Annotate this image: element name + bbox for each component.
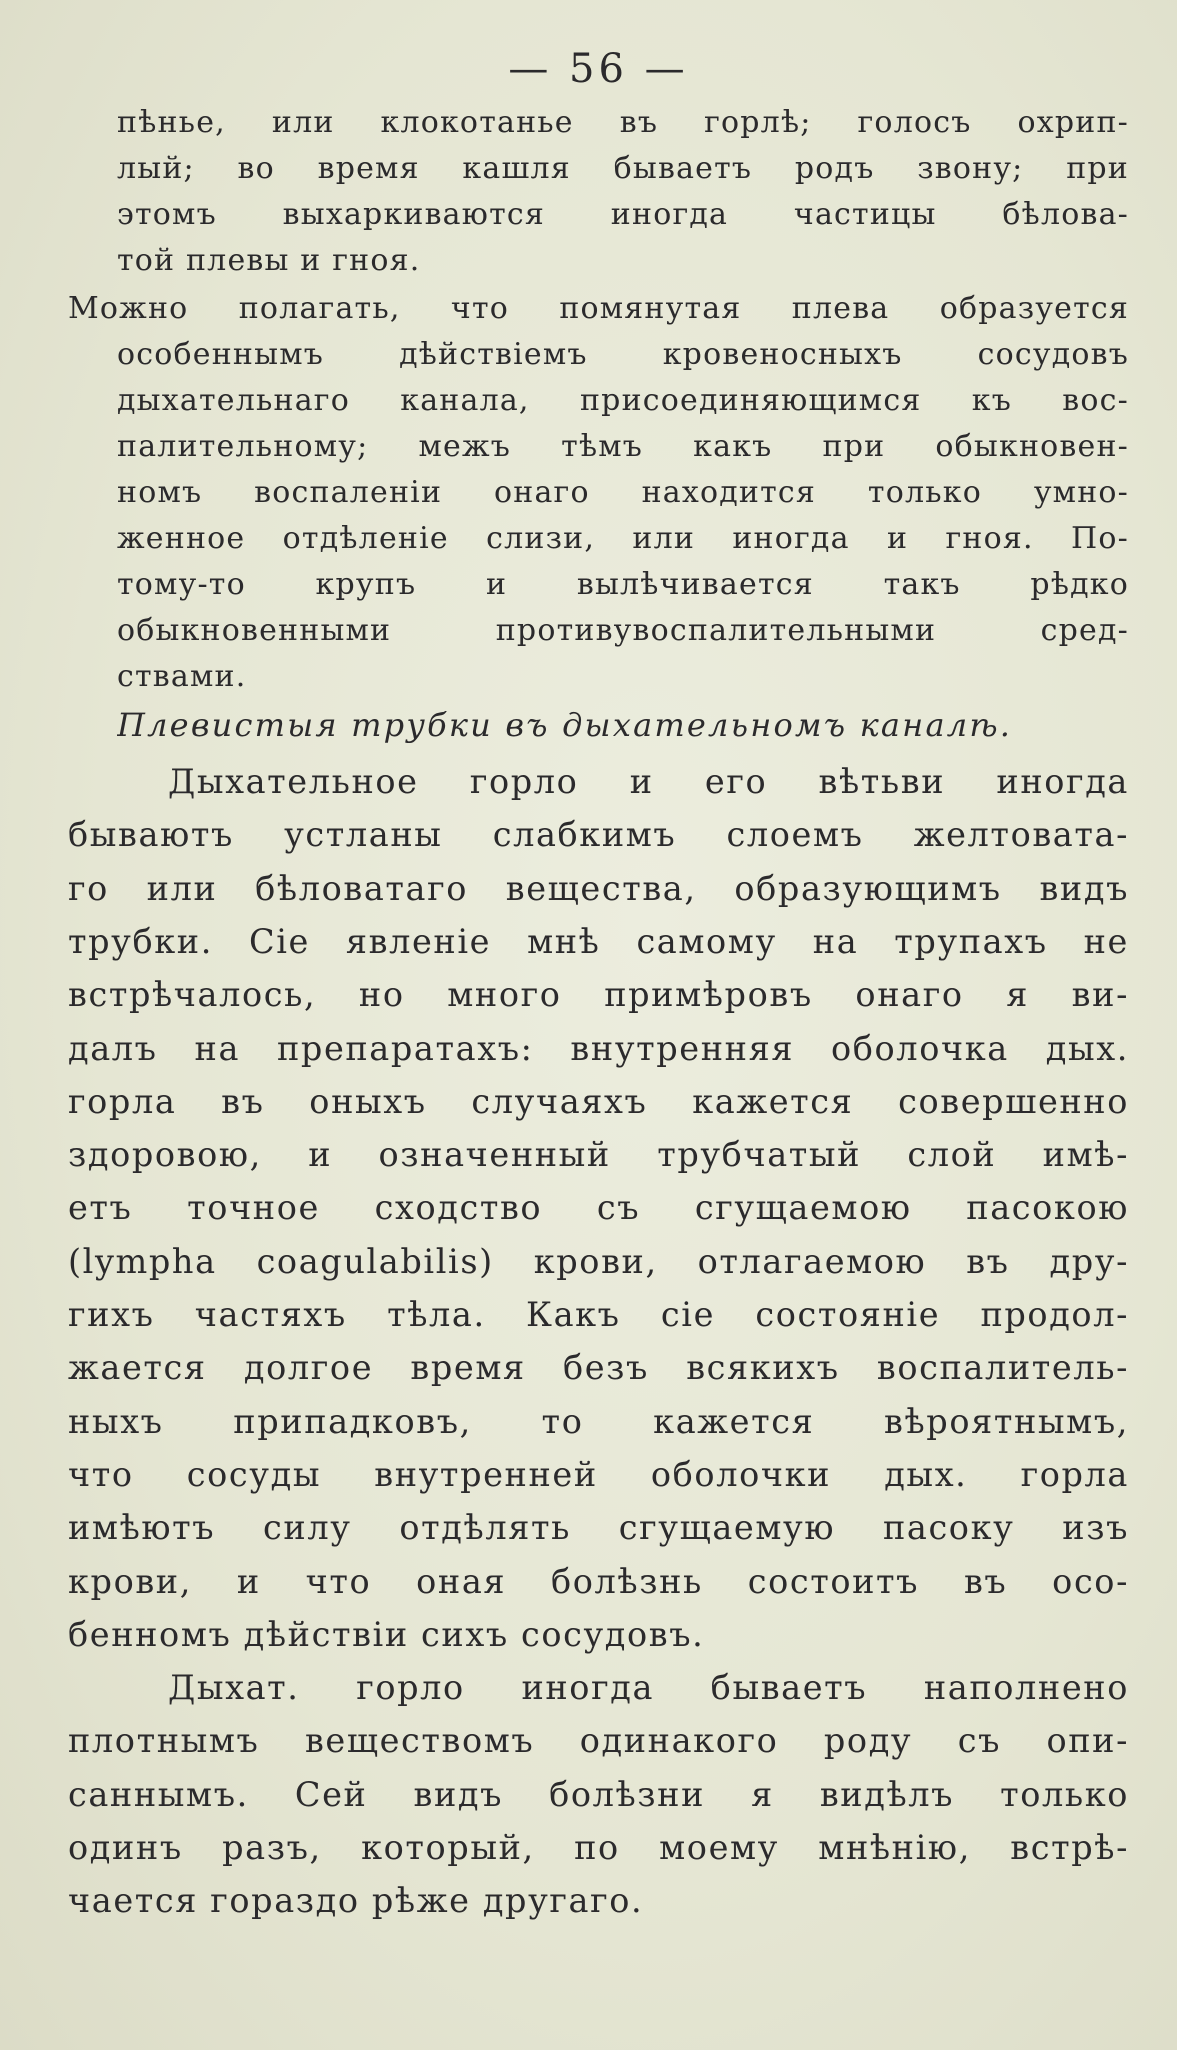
text-line: пѣнье, или клокотанье въ горлѣ; голосъ охрип- <box>117 105 1129 140</box>
text-line: чается гораздо рѣже другаго. <box>68 1881 644 1921</box>
text-line: той плевы и гноя. <box>117 243 421 278</box>
text-line: номъ воспаленіи онаго находится только умно- <box>117 475 1129 510</box>
text-line: етъ точное сходство съ сгущаемою пасокою <box>68 1188 1129 1228</box>
section-heading: Плевистыя трубки въ дыхательномъ каналѣ. <box>117 706 1013 744</box>
text-line: Можно полагать, что помянутая плева образуется <box>68 291 1129 326</box>
text-line: ныхъ припадковъ, то кажется вѣроятнымъ, <box>68 1401 1129 1441</box>
text-line: крови, и что оная болѣзнь состоитъ въ осо- <box>68 1561 1129 1601</box>
text-line: саннымъ. Сей видъ болѣзни я видѣлъ только <box>68 1774 1129 1814</box>
text-line: тому-то крупъ и вылѣчивается такъ рѣдко <box>117 567 1129 602</box>
text-line: лый; во время кашля бываетъ родъ звону; при <box>117 151 1129 186</box>
text-line: ствами. <box>117 659 247 694</box>
text-line: особеннымъ дѣйствіемъ кровеносныхъ сосудовъ <box>117 337 1129 372</box>
text-line: что сосуды внутренней оболочки дых. горла <box>68 1454 1129 1494</box>
text-line: бываютъ устланы слабкимъ слоемъ желтовата- <box>68 815 1129 855</box>
text-line: (lympha coagulabilis) крови, отлагаемою въ дру- <box>68 1241 1129 1281</box>
text-line: Дыхат. горло иногда бываетъ наполнено <box>168 1668 1129 1707</box>
text-line: трубки. Сіе явленіе мнѣ самому на трупахъ не <box>68 921 1129 961</box>
text-line: обыкновенными противувоспалительными сред- <box>117 613 1129 648</box>
text-line: плотнымъ веществомъ одинакого роду съ опи- <box>68 1721 1129 1761</box>
text-line: гихъ частяхъ тѣла. Какъ сіе состояніе продол- <box>68 1295 1129 1334</box>
text-line: жается долгое время безъ всякихъ воспалитель- <box>68 1348 1129 1388</box>
text-line: одинъ разъ, который, по моему мнѣнію, встрѣ- <box>68 1827 1129 1867</box>
text-line: встрѣчалось, но много примѣровъ онаго я ви- <box>68 975 1129 1015</box>
text-line: далъ на препаратахъ: внутренняя оболочка дых. <box>68 1028 1129 1068</box>
page-number: — 56 — <box>508 46 689 92</box>
text-line: женное отдѣленіе слизи, или иногда и гноя. По- <box>117 521 1129 556</box>
text-line: этомъ выхаркиваются иногда частицы бѣлова- <box>117 197 1129 232</box>
text-line: бенномъ дѣйствіи сихъ сосудовъ. <box>68 1614 705 1654</box>
text-line: палительному; межъ тѣмъ какъ при обыкновен- <box>117 429 1129 464</box>
text-line: здоровою, и означенный трубчатый слой имѣ- <box>68 1135 1129 1175</box>
text-line: Дыхательное горло и его вѣтьви иногда <box>168 762 1129 801</box>
text-line: горла въ оныхъ случаяхъ кажется совершенно <box>68 1081 1129 1121</box>
text-line: дыхательнаго канала, присоединяющимся къ вос- <box>117 383 1129 418</box>
text-line: имѣютъ силу отдѣлять сгущаемую пасоку изъ <box>68 1508 1129 1548</box>
text-line: го или бѣловатаго вещества, образующимъ видъ <box>68 868 1129 908</box>
